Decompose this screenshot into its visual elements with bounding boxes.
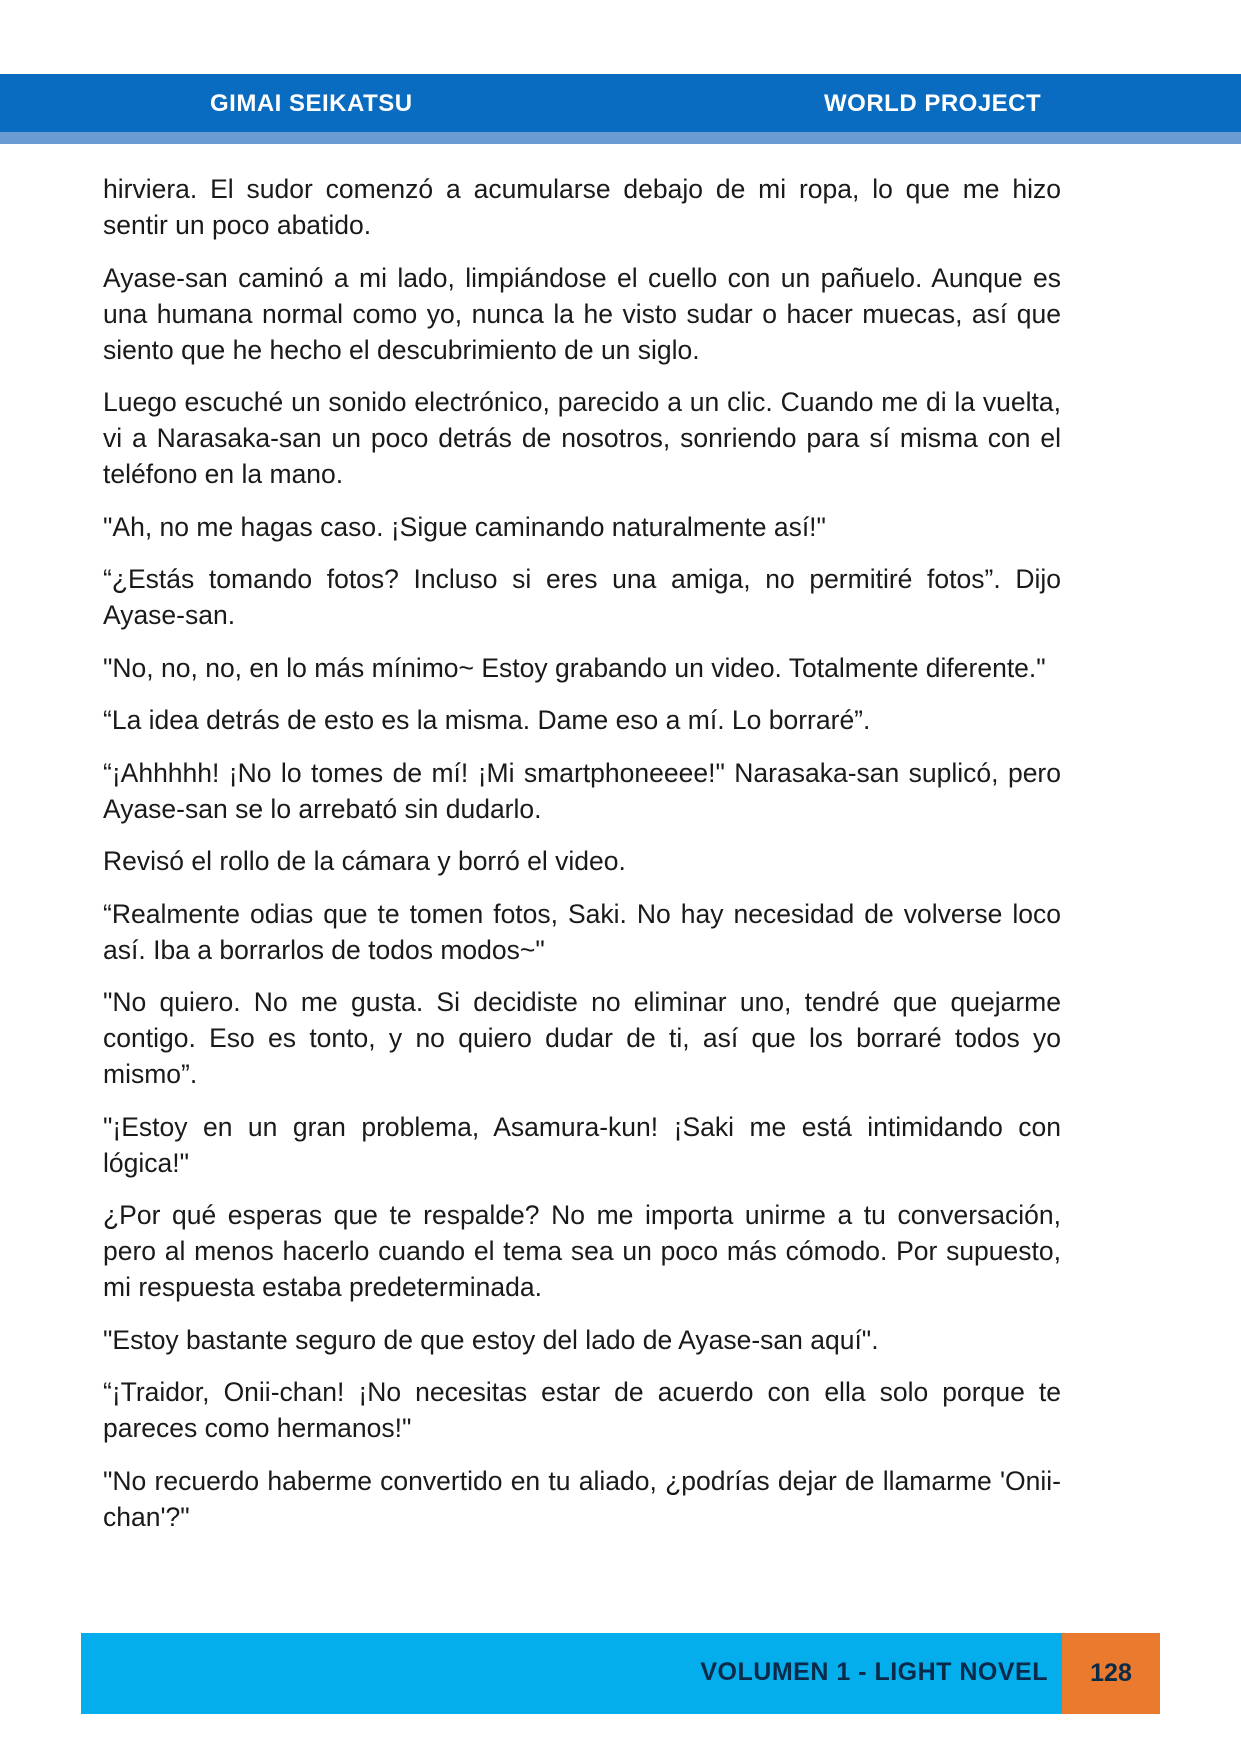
paragraph-12: "¡Estoy en un gran problema, Asamura-kun! ¡Saki me está intimidando con lógica!" — [103, 1111, 1061, 1178]
paragraph-10: “Realmente odias que te tomen fotos, Saki. No hay necesidad de volverse loco así. Iba a borrarlos de todos modos~" — [103, 898, 1061, 965]
page-footer — [81, 1633, 1062, 1714]
page-number: 128 — [1062, 1633, 1160, 1714]
paragraph-16: "No recuerdo haberme convertido en tu aliado, ¿podrías dejar de llamarme 'Onii-chan'?" — [103, 1465, 1061, 1532]
paragraph-6: "No, no, no, en lo más mínimo~ Estoy grabando un video. Totalmente diferente." — [103, 652, 1046, 683]
paragraph-11: "No quiero. No me gusta. Si decidiste no eliminar uno, tendré que quejarme contigo. Eso es tonto, y no quiero dudar de ti, así que los borraré todos yo mismo”. — [103, 987, 1061, 1089]
header-series-title: GIMAI SEIKATSU — [210, 90, 413, 117]
paragraph-5: “¿Estás tomando fotos? Incluso si eres una amiga, no permitiré fotos”. Dijo Ayase-san. — [103, 564, 1061, 630]
page-header — [0, 74, 1241, 132]
paragraph-2: Ayase-san caminó a mi lado, limpiándose el cuello con un pañuelo. Aunque es una humana normal como yo, nunca la he visto sudar o hacer muecas, así que siento que he hecho el descubrimiento de un siglo. — [103, 262, 1061, 365]
paragraph-4: "Ah, no me hagas caso. ¡Sigue caminando naturalmente así!" — [103, 511, 826, 542]
header-publisher: WORLD PROJECT — [824, 90, 1042, 117]
header-divider — [0, 132, 1241, 144]
paragraph-15: “¡Traidor, Onii-chan! ¡No necesitas estar de acuerdo con ella solo porque te pareces como hermanos!" — [103, 1377, 1061, 1443]
paragraph-8: “¡Ahhhhh! ¡No lo tomes de mí! ¡Mi smartphoneeee!" Narasaka-san suplicó, pero Ayase-san se lo arrebató sin dudarlo. — [103, 757, 1061, 824]
paragraph-7: “La idea detrás de esto es la misma. Dame eso a mí. Lo borraré”. — [103, 705, 871, 735]
paragraph-9: Revisó el rollo de la cámara y borró el video. — [103, 846, 626, 876]
body-text — [103, 171, 1061, 1601]
paragraph-14: "Estoy bastante seguro de que estoy del lado de Ayase-san aquí". — [103, 1324, 879, 1355]
paragraph-3: Luego escuché un sonido electrónico, parecido a un clic. Cuando me di la vuelta, vi a Narasaka-san un poco detrás de nosotros, sonriendo para sí misma con el teléfono en la mano. — [103, 387, 1061, 489]
paragraph-1: hirviera. El sudor comenzó a acumularse debajo de mi ropa, lo que me hizo sentir un poco abatido. — [103, 174, 1061, 240]
paragraph-13: ¿Por qué esperas que te respalde? No me importa unirme a tu conversación, pero al menos hacerlo cuando el tema sea un poco más cómodo. Por supuesto, mi respuesta estaba predeterminada. — [103, 1200, 1061, 1302]
footer-volume-label: VOLUMEN 1 - LIGHT NOVEL — [700, 1658, 1048, 1686]
